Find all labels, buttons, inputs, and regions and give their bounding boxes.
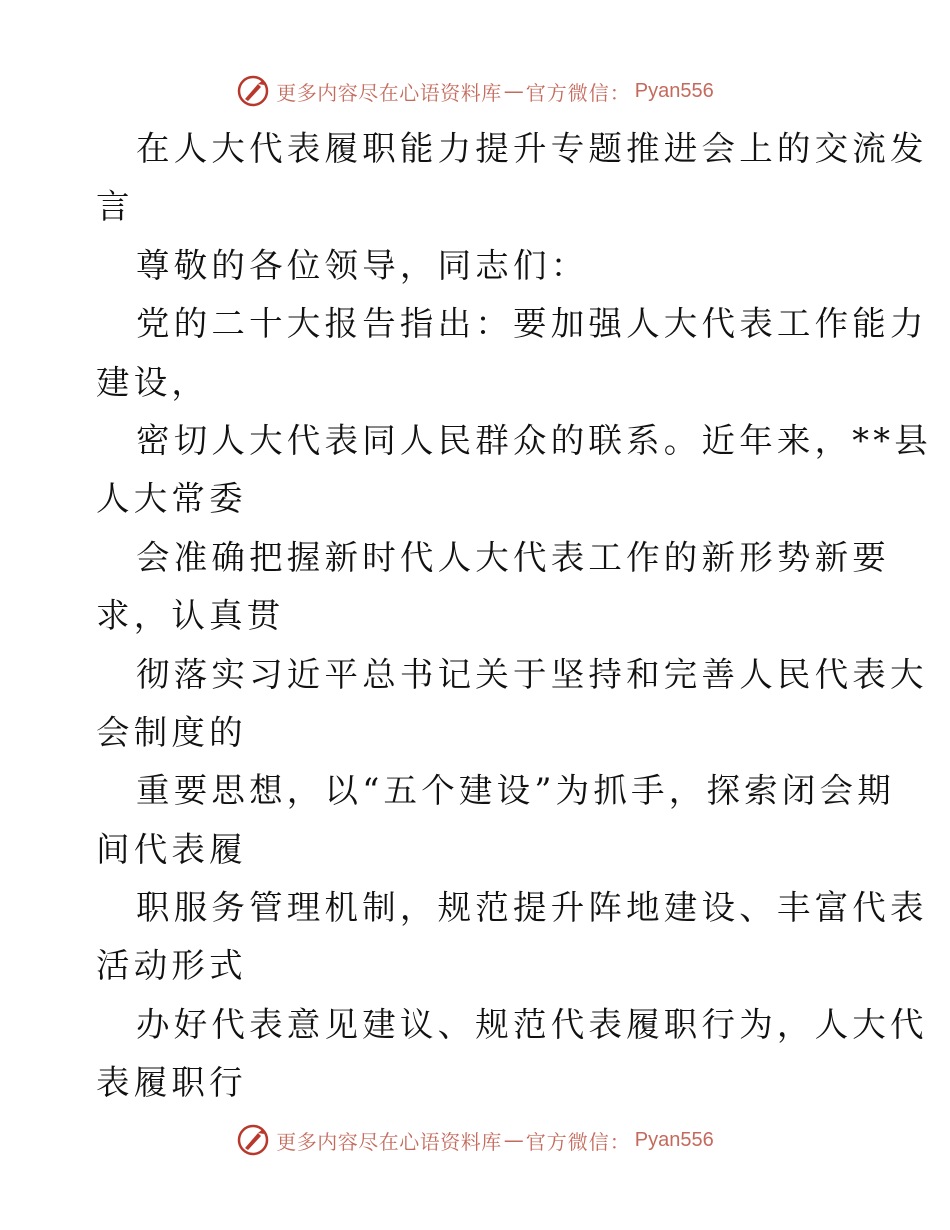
- watermark-wechat-id: Pyan556: [634, 79, 714, 102]
- document-body: [96, 120, 932, 1113]
- paragraph-line: 党的二十大报告指出：要加强人大代表工作能力: [136, 304, 928, 344]
- paragraph-line: 建设，: [96, 362, 210, 402]
- paragraph-line: 彻落实习近平总书记关于坚持和完善人民代表大: [136, 654, 928, 694]
- paragraph-line: 人大常委: [96, 479, 247, 519]
- paragraph-line: 会制度的: [96, 712, 247, 752]
- watermark-official-label: 官方微信：: [525, 1129, 631, 1154]
- quill-logo-icon: [236, 1123, 270, 1157]
- quill-logo-icon: [236, 74, 270, 108]
- watermark-header: [0, 71, 950, 111]
- watermark-dash: —: [503, 1128, 524, 1152]
- paragraph-line: 密切人大代表同人民群众的联系。近年来，**县: [136, 420, 932, 460]
- paragraph-line: 会准确把握新时代人大代表工作的新形势新要: [136, 537, 890, 577]
- watermark-official-label: 官方微信：: [525, 80, 631, 105]
- paragraph-line: 间代表履: [96, 829, 247, 869]
- document-title-line: 言: [96, 187, 134, 227]
- salutation-line: 尊敬的各位领导，同志们：: [136, 245, 589, 285]
- paragraph-line: 办好代表意见建议、规范代表履职行为，人大代: [136, 1004, 928, 1044]
- paragraph-line: 职服务管理机制，规范提升阵地建设、丰富代表: [136, 888, 928, 928]
- paragraph-line: 重要思想，以“五个建设”为抓手，探索闭会期: [136, 771, 895, 811]
- paragraph-line: 求，认真贯: [96, 596, 285, 636]
- watermark-brand-text: 更多内容尽在心语资料库: [276, 80, 502, 105]
- watermark-dash: —: [503, 79, 524, 103]
- watermark-footer: [0, 1120, 950, 1160]
- watermark-wechat-id: Pyan556: [634, 1128, 714, 1151]
- watermark-brand-text: 更多内容尽在心语资料库: [276, 1129, 502, 1154]
- document-title-line: 在人大代表履职能力提升专题推进会上的交流发: [136, 129, 928, 168]
- paragraph-line: 活动形式: [96, 946, 247, 986]
- paragraph-line: 表履职行: [96, 1063, 247, 1103]
